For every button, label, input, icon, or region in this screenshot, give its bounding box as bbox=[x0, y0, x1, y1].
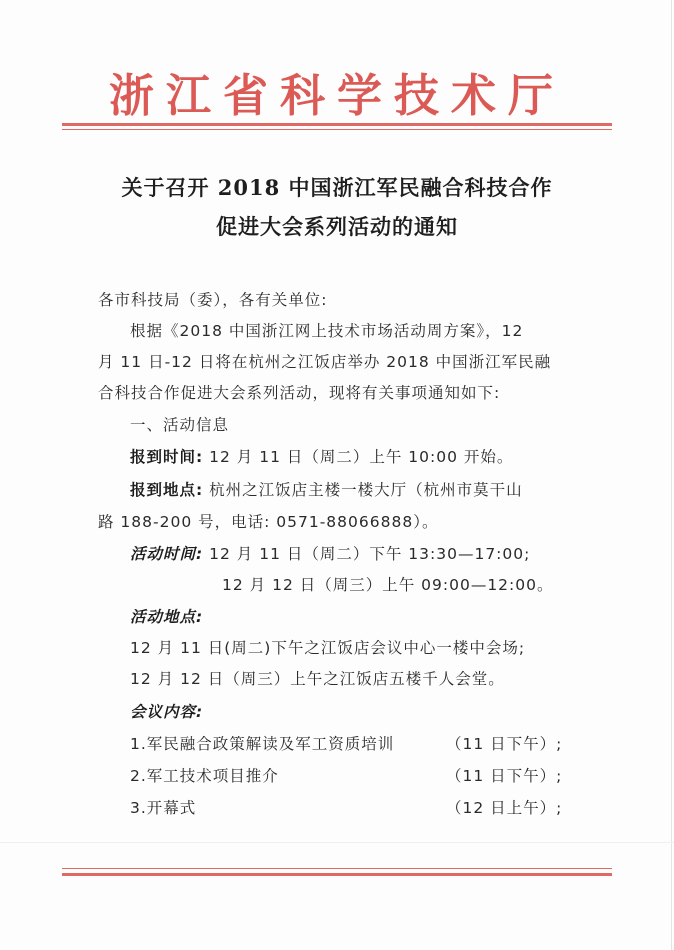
activity-time-value: 12 月 11 日（周二）下午 13:30—17:00; bbox=[209, 545, 531, 563]
agenda-item-time: （11 日下午）; bbox=[446, 735, 563, 753]
activity-place-line: 12 月 11 日(周二)下午之江饭店会议中心一楼中会场; bbox=[130, 639, 526, 657]
registration-place-value: 杭州之江饭店主楼一楼大厅（杭州市莫干山 bbox=[209, 481, 523, 499]
paragraph-line: 根据《2018 中国浙江网上技术市场活动周方案》，12 bbox=[130, 322, 524, 340]
letterhead-red-rule-thick bbox=[62, 123, 612, 126]
agenda-item-time: （11 日下午）; bbox=[446, 767, 563, 785]
activity-time-row bbox=[130, 542, 530, 564]
activity-place-label: 活动地点: bbox=[130, 608, 204, 626]
registration-time-row bbox=[130, 445, 513, 467]
scan-artifact-line bbox=[0, 842, 674, 843]
registration-place-label: 报到地点: bbox=[130, 481, 204, 499]
agenda-item: 2.军工技术项目推介 bbox=[130, 767, 279, 785]
agenda-item-time: （12 日上午）; bbox=[446, 799, 563, 817]
activity-place-label-row bbox=[130, 605, 203, 627]
footer-red-rule-thick bbox=[62, 873, 612, 876]
agenda-item: 1.军民融合政策解读及军工资质培训 bbox=[130, 735, 395, 753]
document-title-line1: 关于召开 2018 中国浙江军民融合科技合作 bbox=[121, 175, 553, 200]
registration-place-row bbox=[130, 478, 523, 500]
activity-time-value-cont: 12 月 12 日（周三）上午 09:00—12:00。 bbox=[222, 576, 554, 594]
document-title-line2: 促进大会系列活动的通知 bbox=[216, 214, 458, 239]
registration-place-value-cont: 路 188-200 号，电话: 0571-88066888）。 bbox=[98, 513, 439, 531]
page-edge bbox=[671, 0, 672, 950]
activity-time-label: 活动时间: bbox=[130, 545, 204, 563]
paragraph-line: 合科技合作促进大会系列活动，现将有关事项通知如下: bbox=[98, 384, 501, 402]
paragraph-line: 月 11 日-12 日将在杭州之江饭店举办 2018 中国浙江军民融 bbox=[98, 353, 552, 371]
registration-time-label: 报到时间: bbox=[130, 448, 204, 466]
section-heading: 一、活动信息 bbox=[130, 416, 230, 434]
letterhead-red-rule-thin bbox=[62, 129, 612, 130]
salutation: 各市科技局（委），各有关单位: bbox=[98, 291, 328, 309]
activity-place-line: 12 月 12 日（周三）上午之江饭店五楼千人会堂。 bbox=[130, 670, 505, 688]
agenda-label-row bbox=[130, 700, 203, 722]
footer-red-rule-thin bbox=[62, 868, 612, 869]
agenda-item: 3.开幕式 bbox=[130, 799, 197, 817]
registration-time-value: 12 月 11 日（周二）上午 10:00 开始。 bbox=[209, 448, 514, 466]
letterhead-org-name: 浙江省科学技术厅 bbox=[108, 69, 565, 122]
agenda-label: 会议内容: bbox=[130, 703, 204, 721]
